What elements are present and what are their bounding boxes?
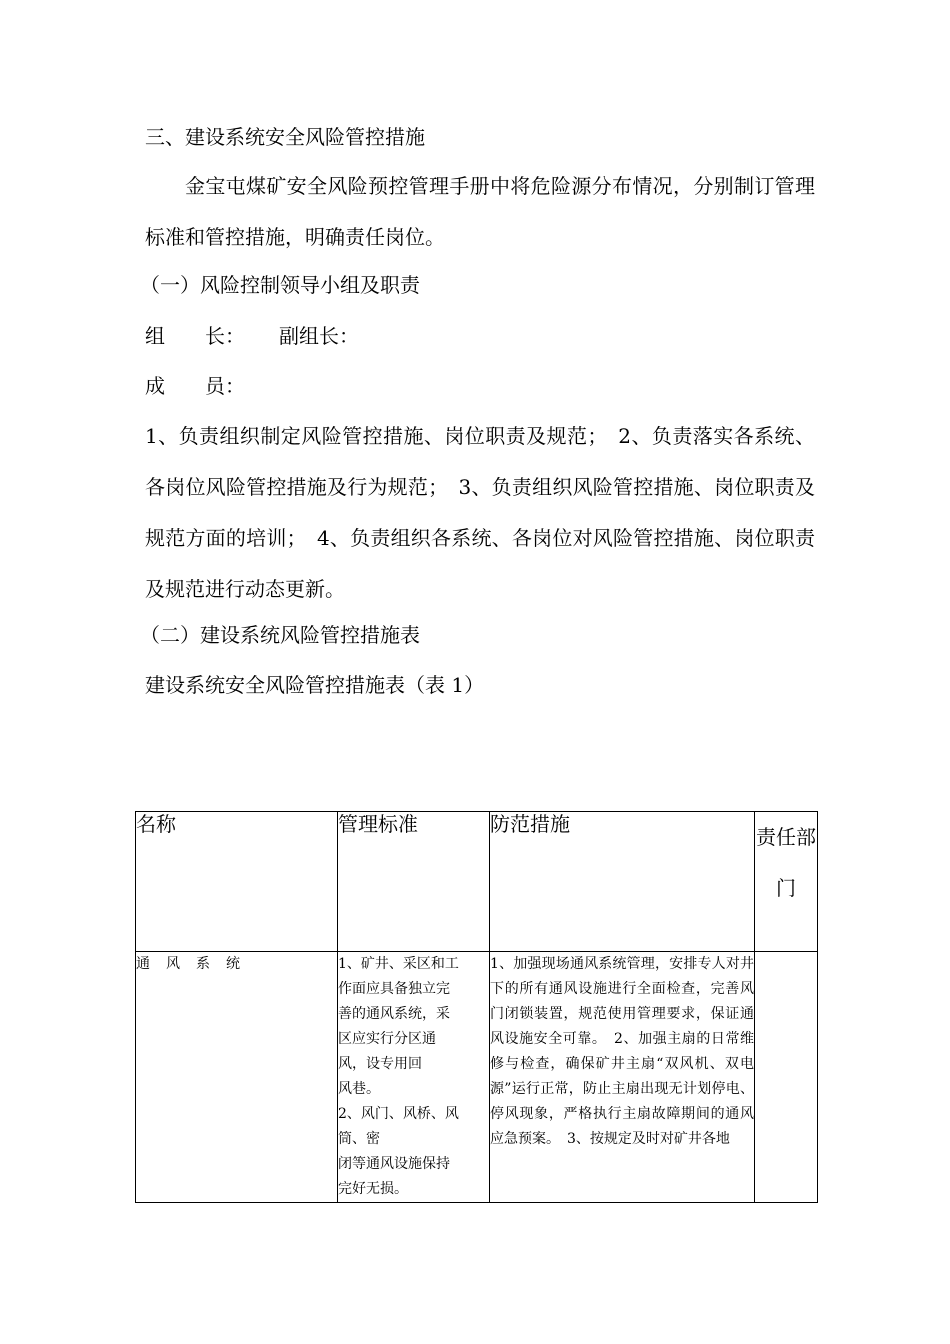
row-standard-cell xyxy=(338,952,490,1203)
standard-line: 1、矿井、采区和工 xyxy=(338,956,459,972)
table-caption: 建设系统安全风险管控措施表（表 1） xyxy=(145,673,485,697)
standard-line: 风，设专用回 xyxy=(338,1056,422,1072)
row-responsible-cell xyxy=(755,952,818,1203)
members-label: 成 员： xyxy=(145,374,245,398)
standard-line: 闭等通风设施保持 xyxy=(338,1156,450,1172)
table-header-row xyxy=(136,812,818,952)
standard-line: 2、风门、风桥、风 xyxy=(338,1106,459,1122)
row-name-cell: 通风系统 xyxy=(136,952,338,1203)
leader-row xyxy=(145,324,359,348)
standard-line: 善的通风系统，采 xyxy=(338,1006,450,1022)
header-responsible: 责任部门 xyxy=(755,812,818,952)
duties-paragraph: 1、负责组织制定风险管控措施、岗位职责及规范； 2、负责落实各系统、各岗位风险管控措施及行为规范； 3、负责组织风险管控措施、岗位职责及规范方面的培训； 4、负责组织各系统、各岗位对风险管控措施、岗位职责及规范进行动态更新。 xyxy=(145,424,815,601)
standard-line: 完好无损。 xyxy=(338,1181,408,1197)
deputy-leader-label: 副组长： xyxy=(279,324,359,348)
table-row xyxy=(136,952,818,1203)
header-standard: 管理标准 xyxy=(338,812,490,952)
standard-line: 作面应具备独立完 xyxy=(338,981,450,997)
header-measures: 防范措施 xyxy=(490,812,755,952)
standard-line: 风巷。 xyxy=(338,1081,380,1097)
intro-paragraph: 金宝屯煤矿安全风险预控管理手册中将危险源分布情况，分别制订管理标准和管控措施，明确责任岗位。 xyxy=(145,174,815,249)
risk-control-table xyxy=(135,811,818,1203)
subsection-leadership-title: （一）风险控制领导小组及职责 xyxy=(140,273,420,297)
standard-line: 区应实行分区通 xyxy=(338,1031,436,1047)
leader-label: 组 长： xyxy=(145,324,245,348)
row-measures-cell: 1、加强现场通风系统管理，安排专人对井下的所有通风设施进行全面检查，完善风门闭锁装置，规范使用管理要求，保证通风设施安全可靠。 2、加强主扇的日常维修与检查，确保矿井主扇“双风机、双电源”运行正常，防止主扇出现无计划停电、停风现象，严格执行主扇故障期间的通风应急预案。 3、按规定及时对矿井各地 xyxy=(490,952,755,1203)
section-title: 三、建设系统安全风险管控措施 xyxy=(145,125,425,149)
header-name: 名称 xyxy=(136,812,338,952)
standard-line: 筒、密 xyxy=(338,1131,380,1147)
subsection-table-title: （二）建设系统风险管控措施表 xyxy=(140,623,420,647)
